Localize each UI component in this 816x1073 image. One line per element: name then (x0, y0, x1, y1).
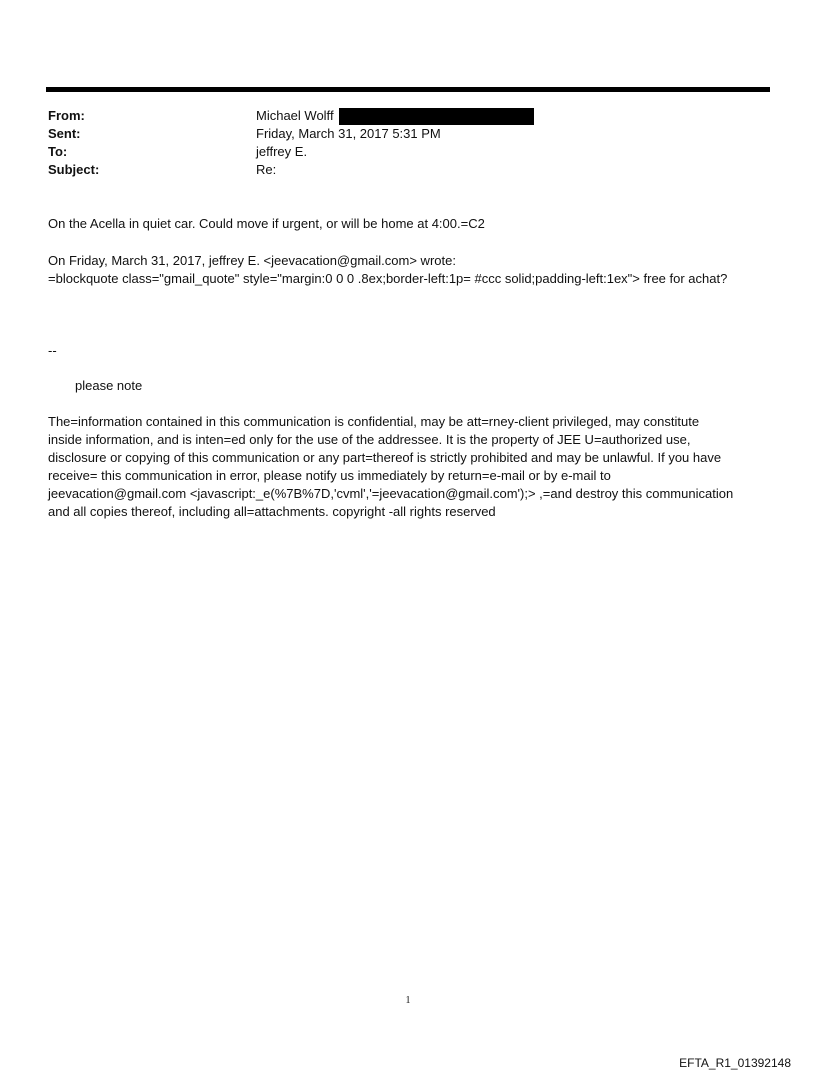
disclaimer-line: jeevacation@gmail.com <javascript:_e(%7B%7D,'cvml','=jeevacation@gmail.com');> ,=and destroy this communication (48, 486, 734, 501)
email-header (48, 107, 768, 179)
disclaimer-line: and all copies thereof, including all=attachments. copyright -all rights reserved (48, 504, 496, 519)
document-id: EFTA_R1_01392148 (679, 1056, 791, 1070)
quoted-message (48, 252, 768, 288)
quote-intro: On Friday, March 31, 2017, jeffrey E. <jeevacation@gmail.com> wrote: (48, 253, 456, 268)
to-value: jeffrey E. (256, 144, 308, 159)
to-label: To: (48, 144, 68, 159)
disclaimer-line: receive= this communication in error, please notify us immediately by return=e-mail or by e-mail to (48, 468, 611, 483)
redaction-bar (339, 108, 534, 125)
sender-name: Michael Wolff (256, 108, 334, 123)
subject-label: Subject: (48, 162, 100, 177)
disclaimer-line: The=information contained in this communication is confidential, may be att=rney-client privileged, may constitute (48, 414, 700, 429)
from-row (48, 107, 768, 125)
sent-row (48, 125, 768, 143)
subject-value: Re: (256, 162, 277, 177)
separator-line: -- (48, 343, 57, 358)
page-number: 1 (405, 995, 411, 1006)
reply-message (48, 215, 768, 233)
disclaimer-line: inside information, and is inten=ed only for the use of the addressee. It is the property of JEE U=authorized use, (48, 432, 691, 447)
to-row (48, 143, 768, 161)
sent-value: Friday, March 31, 2017 5:31 PM (256, 126, 441, 141)
signature-separator (48, 342, 768, 360)
quote-html: =blockquote class="gmail_quote" style="margin:0 0 0 .8ex;border-left:1p= #ccc solid;padding-left:1ex"> free for achat? (48, 271, 728, 286)
header-divider (46, 87, 770, 92)
reply-line: On the Acella in quiet car. Could move if urgent, or will be home at 4:00.=C2 (48, 216, 485, 231)
sent-label: Sent: (48, 126, 81, 141)
subject-row (48, 161, 768, 179)
disclaimer (48, 413, 768, 521)
from-label: From: (48, 108, 85, 123)
from-value (256, 107, 534, 125)
disclaimer-line: disclosure or copying of this communication or any part=thereof is strictly prohibited and may be unlawful. If you have (48, 450, 722, 465)
note-heading: please note (75, 378, 143, 393)
